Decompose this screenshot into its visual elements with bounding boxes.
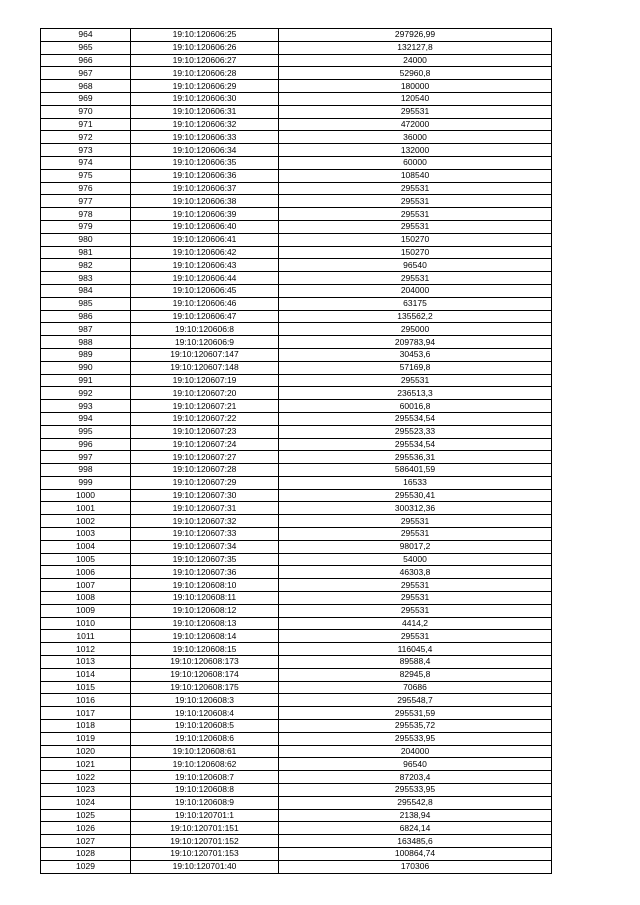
row-number-cell: 1010 [41, 617, 131, 630]
row-number-cell: 1005 [41, 553, 131, 566]
value-cell: 295548,7 [279, 694, 552, 707]
cadastral-number-cell: 19:10:120607:30 [131, 489, 279, 502]
row-number-cell: 1014 [41, 668, 131, 681]
cadastral-number-cell: 19:10:120607:33 [131, 528, 279, 541]
row-number-cell: 1003 [41, 528, 131, 541]
table-row [41, 707, 552, 720]
cadastral-number-cell: 19:10:120606:39 [131, 208, 279, 221]
cadastral-number-cell: 19:10:120606:30 [131, 92, 279, 105]
row-number-cell: 988 [41, 336, 131, 349]
table-row [41, 489, 552, 502]
row-number-cell: 986 [41, 310, 131, 323]
table-row [41, 694, 552, 707]
table-row [41, 233, 552, 246]
row-number-cell: 976 [41, 182, 131, 195]
cadastral-number-cell: 19:10:120606:36 [131, 169, 279, 182]
value-cell: 150270 [279, 246, 552, 259]
row-number-cell: 993 [41, 400, 131, 413]
value-cell: 297926,99 [279, 29, 552, 42]
table-row [41, 809, 552, 822]
cadastral-number-cell: 19:10:120606:29 [131, 80, 279, 93]
table-row [41, 822, 552, 835]
table-row [41, 592, 552, 605]
table-row [41, 732, 552, 745]
value-cell: 82945,8 [279, 668, 552, 681]
value-cell: 70686 [279, 681, 552, 694]
table-row [41, 387, 552, 400]
table-row [41, 528, 552, 541]
cadastral-number-cell: 19:10:120607:148 [131, 361, 279, 374]
row-number-cell: 1028 [41, 848, 131, 861]
table-row [41, 604, 552, 617]
value-cell: 236513,3 [279, 387, 552, 400]
value-cell: 295531 [279, 515, 552, 528]
table-row [41, 438, 552, 451]
value-cell: 295542,8 [279, 796, 552, 809]
value-cell: 295536,31 [279, 451, 552, 464]
cadastral-number-cell: 19:10:120608:9 [131, 796, 279, 809]
value-cell: 163485,6 [279, 835, 552, 848]
table-row [41, 502, 552, 515]
value-cell: 116045,4 [279, 643, 552, 656]
value-cell: 295531 [279, 604, 552, 617]
table-row [41, 745, 552, 758]
table-row [41, 156, 552, 169]
cadastral-number-cell: 19:10:120608:5 [131, 720, 279, 733]
table-row [41, 105, 552, 118]
value-cell: 295534,54 [279, 412, 552, 425]
table-row [41, 464, 552, 477]
cadastral-number-cell: 19:10:120607:36 [131, 566, 279, 579]
row-number-cell: 999 [41, 476, 131, 489]
value-cell: 295531 [279, 208, 552, 221]
row-number-cell: 1016 [41, 694, 131, 707]
row-number-cell: 1011 [41, 630, 131, 643]
row-number-cell: 1006 [41, 566, 131, 579]
value-cell: 60016,8 [279, 400, 552, 413]
table-row [41, 476, 552, 489]
cadastral-number-cell: 19:10:120606:38 [131, 195, 279, 208]
row-number-cell: 966 [41, 54, 131, 67]
value-cell: 87203,4 [279, 771, 552, 784]
table-row [41, 310, 552, 323]
row-number-cell: 1017 [41, 707, 131, 720]
table-row [41, 860, 552, 873]
table-row [41, 54, 552, 67]
table-row [41, 259, 552, 272]
cadastral-number-cell: 19:10:120608:3 [131, 694, 279, 707]
value-cell: 295535,72 [279, 720, 552, 733]
value-cell: 4414,2 [279, 617, 552, 630]
table-row [41, 771, 552, 784]
table-row [41, 284, 552, 297]
table-row [41, 668, 552, 681]
value-cell: 295534,54 [279, 438, 552, 451]
value-cell: 295533,95 [279, 784, 552, 797]
cadastral-number-cell: 19:10:120607:20 [131, 387, 279, 400]
row-number-cell: 1026 [41, 822, 131, 835]
table-row [41, 246, 552, 259]
row-number-cell: 969 [41, 92, 131, 105]
value-cell: 6824,14 [279, 822, 552, 835]
row-number-cell: 982 [41, 259, 131, 272]
table-row [41, 92, 552, 105]
value-cell: 295523,33 [279, 425, 552, 438]
table-row [41, 579, 552, 592]
row-number-cell: 1002 [41, 515, 131, 528]
table-row [41, 182, 552, 195]
value-cell: 135562,2 [279, 310, 552, 323]
row-number-cell: 973 [41, 144, 131, 157]
table-row [41, 540, 552, 553]
row-number-cell: 964 [41, 29, 131, 42]
row-number-cell: 996 [41, 438, 131, 451]
cadastral-number-cell: 19:10:120608:11 [131, 592, 279, 605]
row-number-cell: 1025 [41, 809, 131, 822]
cadastral-number-cell: 19:10:120606:47 [131, 310, 279, 323]
table-row [41, 566, 552, 579]
table-row [41, 515, 552, 528]
table-row [41, 681, 552, 694]
value-cell: 89588,4 [279, 656, 552, 669]
row-number-cell: 984 [41, 284, 131, 297]
cadastral-number-cell: 19:10:120607:27 [131, 451, 279, 464]
value-cell: 295531 [279, 528, 552, 541]
value-cell: 46303,8 [279, 566, 552, 579]
row-number-cell: 1013 [41, 656, 131, 669]
cadastral-number-cell: 19:10:120606:46 [131, 297, 279, 310]
table-row [41, 80, 552, 93]
row-number-cell: 1020 [41, 745, 131, 758]
cadastral-number-cell: 19:10:120701:1 [131, 809, 279, 822]
cadastral-number-cell: 19:10:120608:174 [131, 668, 279, 681]
cadastral-number-cell: 19:10:120606:44 [131, 272, 279, 285]
value-cell: 300312,36 [279, 502, 552, 515]
table-row [41, 617, 552, 630]
row-number-cell: 965 [41, 41, 131, 54]
value-cell: 57169,8 [279, 361, 552, 374]
row-number-cell: 1029 [41, 860, 131, 873]
row-number-cell: 1009 [41, 604, 131, 617]
row-number-cell: 995 [41, 425, 131, 438]
value-cell: 100864,74 [279, 848, 552, 861]
cadastral-number-cell: 19:10:120606:37 [131, 182, 279, 195]
value-cell: 586401,59 [279, 464, 552, 477]
cadastral-number-cell: 19:10:120608:8 [131, 784, 279, 797]
table-row [41, 29, 552, 42]
cadastral-number-cell: 19:10:120608:6 [131, 732, 279, 745]
row-number-cell: 979 [41, 220, 131, 233]
cadastral-number-cell: 19:10:120607:147 [131, 348, 279, 361]
value-cell: 30453,6 [279, 348, 552, 361]
cadastral-value-table [40, 28, 552, 874]
table-row [41, 336, 552, 349]
row-number-cell: 1021 [41, 758, 131, 771]
cadastral-number-cell: 19:10:120608:61 [131, 745, 279, 758]
value-cell: 54000 [279, 553, 552, 566]
table-row [41, 131, 552, 144]
row-number-cell: 1004 [41, 540, 131, 553]
cadastral-number-cell: 19:10:120608:175 [131, 681, 279, 694]
value-cell: 204000 [279, 745, 552, 758]
row-number-cell: 1022 [41, 771, 131, 784]
row-number-cell: 1007 [41, 579, 131, 592]
cadastral-number-cell: 19:10:120608:7 [131, 771, 279, 784]
table-row [41, 400, 552, 413]
cadastral-number-cell: 19:10:120607:19 [131, 374, 279, 387]
value-cell: 150270 [279, 233, 552, 246]
table-row [41, 784, 552, 797]
row-number-cell: 998 [41, 464, 131, 477]
value-cell: 295531 [279, 220, 552, 233]
cadastral-number-cell: 19:10:120607:31 [131, 502, 279, 515]
row-number-cell: 987 [41, 323, 131, 336]
value-cell: 204000 [279, 284, 552, 297]
row-number-cell: 985 [41, 297, 131, 310]
row-number-cell: 994 [41, 412, 131, 425]
value-cell: 295531 [279, 105, 552, 118]
cadastral-number-cell: 19:10:120606:40 [131, 220, 279, 233]
row-number-cell: 1023 [41, 784, 131, 797]
cadastral-number-cell: 19:10:120701:40 [131, 860, 279, 873]
cadastral-number-cell: 19:10:120607:32 [131, 515, 279, 528]
table-row [41, 195, 552, 208]
cadastral-number-cell: 19:10:120608:173 [131, 656, 279, 669]
table-row [41, 848, 552, 861]
row-number-cell: 1024 [41, 796, 131, 809]
row-number-cell: 970 [41, 105, 131, 118]
row-number-cell: 1008 [41, 592, 131, 605]
table-row [41, 67, 552, 80]
row-number-cell: 978 [41, 208, 131, 221]
row-number-cell: 974 [41, 156, 131, 169]
value-cell: 120540 [279, 92, 552, 105]
cadastral-number-cell: 19:10:120607:23 [131, 425, 279, 438]
row-number-cell: 1018 [41, 720, 131, 733]
value-cell: 96540 [279, 259, 552, 272]
table-row [41, 656, 552, 669]
table-row [41, 643, 552, 656]
row-number-cell: 1015 [41, 681, 131, 694]
cadastral-number-cell: 19:10:120606:35 [131, 156, 279, 169]
value-cell: 180000 [279, 80, 552, 93]
cadastral-number-cell: 19:10:120607:34 [131, 540, 279, 553]
value-cell: 16533 [279, 476, 552, 489]
value-cell: 108540 [279, 169, 552, 182]
row-number-cell: 983 [41, 272, 131, 285]
row-number-cell: 990 [41, 361, 131, 374]
row-number-cell: 1027 [41, 835, 131, 848]
table-row [41, 144, 552, 157]
value-cell: 2138,94 [279, 809, 552, 822]
table-row [41, 796, 552, 809]
table-row [41, 220, 552, 233]
value-cell: 295531 [279, 630, 552, 643]
cadastral-number-cell: 19:10:120606:25 [131, 29, 279, 42]
table-row [41, 412, 552, 425]
row-number-cell: 1000 [41, 489, 131, 502]
table-row [41, 835, 552, 848]
value-cell: 132127,8 [279, 41, 552, 54]
table-row [41, 297, 552, 310]
cadastral-number-cell: 19:10:120607:22 [131, 412, 279, 425]
value-cell: 295000 [279, 323, 552, 336]
value-cell: 295530,41 [279, 489, 552, 502]
cadastral-number-cell: 19:10:120606:34 [131, 144, 279, 157]
cadastral-number-cell: 19:10:120606:27 [131, 54, 279, 67]
row-number-cell: 992 [41, 387, 131, 400]
cadastral-number-cell: 19:10:120608:4 [131, 707, 279, 720]
value-cell: 209783,94 [279, 336, 552, 349]
row-number-cell: 1019 [41, 732, 131, 745]
value-cell: 98017,2 [279, 540, 552, 553]
value-cell: 96540 [279, 758, 552, 771]
table-row [41, 208, 552, 221]
value-cell: 295531 [279, 592, 552, 605]
row-number-cell: 997 [41, 451, 131, 464]
table-row [41, 41, 552, 54]
cadastral-number-cell: 19:10:120606:26 [131, 41, 279, 54]
cadastral-number-cell: 19:10:120606:41 [131, 233, 279, 246]
row-number-cell: 971 [41, 118, 131, 131]
data-table-container [40, 28, 551, 874]
value-cell: 472000 [279, 118, 552, 131]
value-cell: 52960,8 [279, 67, 552, 80]
table-row [41, 272, 552, 285]
table-row [41, 758, 552, 771]
table-row [41, 374, 552, 387]
cadastral-number-cell: 19:10:120607:24 [131, 438, 279, 451]
row-number-cell: 975 [41, 169, 131, 182]
cadastral-number-cell: 19:10:120606:33 [131, 131, 279, 144]
cadastral-number-cell: 19:10:120701:152 [131, 835, 279, 848]
cadastral-number-cell: 19:10:120606:31 [131, 105, 279, 118]
table-row [41, 118, 552, 131]
table-row [41, 361, 552, 374]
cadastral-number-cell: 19:10:120608:62 [131, 758, 279, 771]
table-row [41, 553, 552, 566]
cadastral-number-cell: 19:10:120606:32 [131, 118, 279, 131]
value-cell: 24000 [279, 54, 552, 67]
cadastral-number-cell: 19:10:120606:45 [131, 284, 279, 297]
cadastral-number-cell: 19:10:120606:8 [131, 323, 279, 336]
cadastral-number-cell: 19:10:120701:151 [131, 822, 279, 835]
row-number-cell: 989 [41, 348, 131, 361]
cadastral-number-cell: 19:10:120608:13 [131, 617, 279, 630]
value-cell: 295531 [279, 374, 552, 387]
value-cell: 295531 [279, 579, 552, 592]
value-cell: 295531,59 [279, 707, 552, 720]
cadastral-number-cell: 19:10:120607:28 [131, 464, 279, 477]
value-cell: 36000 [279, 131, 552, 144]
row-number-cell: 972 [41, 131, 131, 144]
cadastral-number-cell: 19:10:120608:12 [131, 604, 279, 617]
table-row [41, 451, 552, 464]
row-number-cell: 968 [41, 80, 131, 93]
table-row [41, 425, 552, 438]
row-number-cell: 967 [41, 67, 131, 80]
row-number-cell: 1012 [41, 643, 131, 656]
cadastral-number-cell: 19:10:120608:15 [131, 643, 279, 656]
row-number-cell: 980 [41, 233, 131, 246]
value-cell: 295531 [279, 195, 552, 208]
table-row [41, 323, 552, 336]
cadastral-number-cell: 19:10:120607:21 [131, 400, 279, 413]
cadastral-number-cell: 19:10:120606:9 [131, 336, 279, 349]
cadastral-number-cell: 19:10:120607:29 [131, 476, 279, 489]
cadastral-number-cell: 19:10:120607:35 [131, 553, 279, 566]
cadastral-number-cell: 19:10:120608:14 [131, 630, 279, 643]
cadastral-number-cell: 19:10:120606:42 [131, 246, 279, 259]
value-cell: 132000 [279, 144, 552, 157]
value-cell: 170306 [279, 860, 552, 873]
row-number-cell: 1001 [41, 502, 131, 515]
row-number-cell: 981 [41, 246, 131, 259]
value-cell: 63175 [279, 297, 552, 310]
value-cell: 295533,95 [279, 732, 552, 745]
row-number-cell: 977 [41, 195, 131, 208]
value-cell: 295531 [279, 182, 552, 195]
cadastral-number-cell: 19:10:120606:43 [131, 259, 279, 272]
table-row [41, 348, 552, 361]
value-cell: 295531 [279, 272, 552, 285]
row-number-cell: 991 [41, 374, 131, 387]
table-row [41, 630, 552, 643]
cadastral-number-cell: 19:10:120606:28 [131, 67, 279, 80]
value-cell: 60000 [279, 156, 552, 169]
table-row [41, 720, 552, 733]
table-row [41, 169, 552, 182]
cadastral-number-cell: 19:10:120608:10 [131, 579, 279, 592]
cadastral-number-cell: 19:10:120701:153 [131, 848, 279, 861]
table-body [41, 29, 552, 874]
